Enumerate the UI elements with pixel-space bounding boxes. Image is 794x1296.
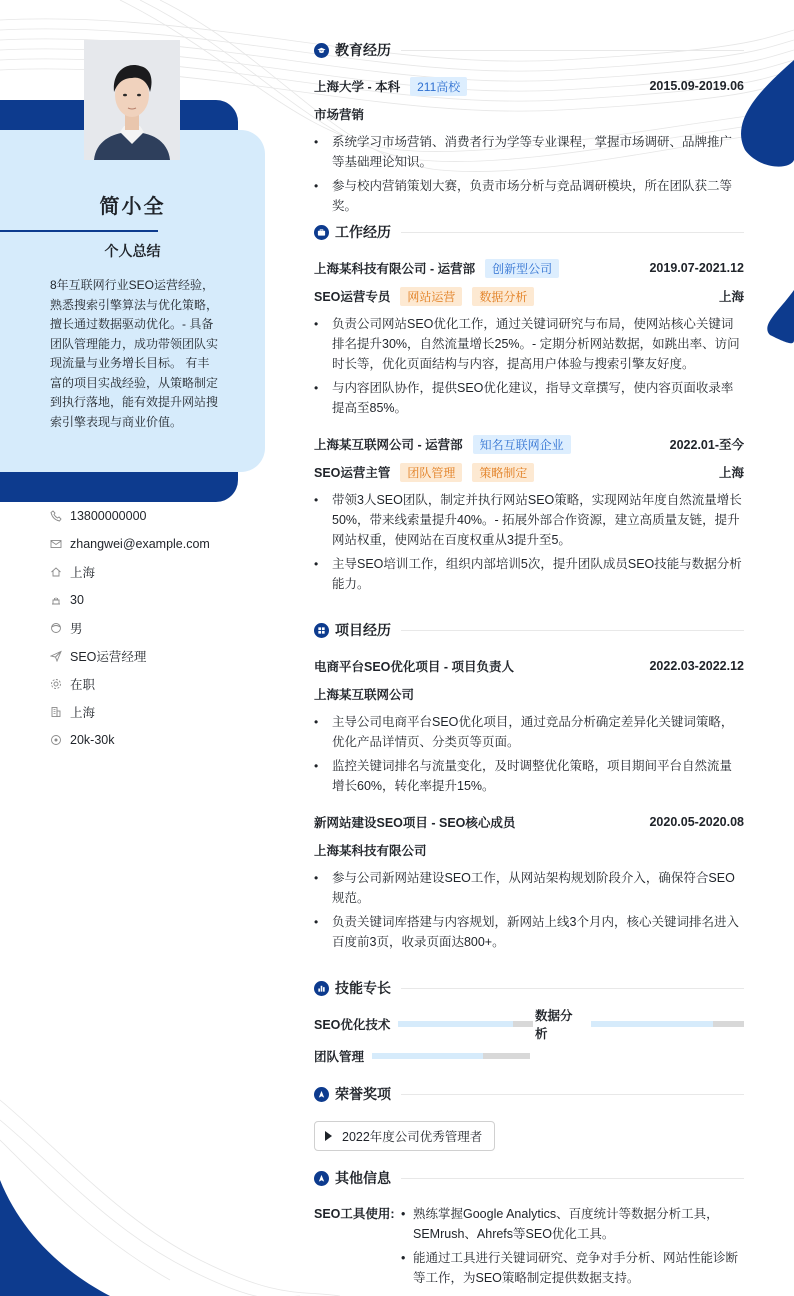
list-item: • 与内容团队协作，提供SEO优化建议，指导文章撰写，使内容页面收录率提高至85%。 [314,378,744,418]
job-2-tag-1: 团队管理 [400,463,462,482]
other-bullets [399,1204,744,1292]
summary-title: 个人总结 [104,243,161,259]
job-1-position-row [314,286,744,306]
info-phone-text: 13800000000 [70,509,147,523]
projects-title: 项目经历 [335,622,391,638]
work-section-header [314,222,744,242]
education-school: 上海大学 - 本科 [314,80,401,94]
info-phone [50,502,250,530]
list-item: • 熟练掌握Google Analytics、百度统计等数据分析工具，SEMrush、Ahrefs等SEO优化工具。 [399,1204,744,1244]
section-divider [401,630,744,631]
education-major: 市场营销 [314,108,365,122]
name-underline [0,230,158,232]
list-item: • 负责公司网站SEO优化工作，通过关键词研究与布局，使网站核心关键词排名提升30%，自然流量增长25%。- 定期分析网站数据，如跳出率、访问时长等，优化页面结构与内容，提高用户体验与搜索引擎友好度。 [314,314,744,374]
list-item: • 参与公司新网站建设SEO工作，从网站架构规划阶段介入，确保符合SEO规范。 [314,868,744,908]
other-title: 其他信息 [335,1170,391,1186]
briefcase-icon [314,225,329,240]
project-1-company: 上海某互联网公司 [314,688,415,702]
skill-2-bar [591,1021,744,1027]
candidate-name: 简小全 [99,196,166,218]
list-item: • 主导公司电商平台SEO优化项目，通过竞品分析确定差异化关键词策略，优化产品详情页、分类页等页面。 [314,712,744,752]
job-1-city: 上海 [718,290,744,304]
info-gender [50,614,250,642]
summary-text: 8年互联网行业SEO运营经验，熟悉搜索引擎算法与优化策略，擅长通过数据驱动优化。- 具备团队管理能力，成功带领团队实现流量与业务增长目标。 有丰富的项目实战经验，从策略制定到执行落地，能有效提升网站搜索引擎表现与商业价值。 [50,278,219,429]
list-item: • 负责关键词库搭建与内容规划，新网站上线3个月内，核心关键词排名进入百度前3页，收录页面达800+。 [314,912,744,952]
award-item [314,1121,495,1151]
award-icon [314,1087,329,1102]
education-title: 教育经历 [335,42,391,58]
home-icon [50,566,62,578]
grid-icon [314,623,329,638]
send-icon [50,650,62,662]
info-email [50,530,250,558]
project-2-name: 新网站建设SEO项目 - SEO核心成员 [314,816,516,830]
mail-icon [50,538,62,550]
info-location-text: 上海 [70,566,96,580]
list-item: • 能通过工具进行关键词研究、竞争对手分析、网站性能诊断等工作，为SEO策略制定提供数据支持。 [399,1248,744,1288]
job-1-header-row [314,258,744,278]
project-2-company: 上海某科技有限公司 [314,844,427,858]
job-1-position: SEO运营专员 [314,290,391,304]
skill-1-bar-fill [398,1021,513,1027]
project-2-header-row [314,812,744,832]
education-date: 2015.09-2019.06 [649,79,744,93]
play-icon [325,1131,332,1141]
awards-title: 荣誉奖项 [335,1086,391,1102]
age-icon [50,594,62,606]
contact-info [50,502,250,754]
avatar [84,40,180,160]
job-2-company: 上海某互联网公司 - 运营部 [314,438,463,452]
job-1-tag-1: 网站运营 [400,287,462,306]
list-item: • 参与校内营销策划大赛，负责市场分析与竞品调研模块，所在团队获二等奖。 [314,176,744,216]
building-icon [50,706,62,718]
project-2-date: 2020.05-2020.08 [649,815,744,829]
award-item-text: 2022年度公司优秀管理者 [342,1130,483,1144]
job-1-bullets [314,314,744,422]
job-2-date: 2022.01-至今 [669,438,744,452]
info-status [50,670,250,698]
section-divider [401,988,744,989]
job-2-position: SEO运营主管 [314,466,391,480]
job-1-company-tag: 创新型公司 [485,259,559,278]
info-salary [50,726,250,754]
skill-1 [314,1014,533,1034]
phone-icon [50,510,62,522]
job-2-position-row [314,462,744,482]
info-status-text: 在职 [70,678,96,692]
awards-section-header [314,1084,744,1104]
project-1-bullets [314,712,744,800]
skill-2-name: 数据分析 [535,1009,573,1041]
skill-1-bar [398,1021,533,1027]
work-title: 工作经历 [335,224,391,240]
graduation-cap-icon [314,43,329,58]
bar-chart-icon [314,981,329,996]
info-city-text: 上海 [70,706,96,720]
education-section-header [314,40,744,60]
job-1-company: 上海某科技有限公司 - 运营部 [314,262,476,276]
education-bullets [314,132,744,220]
section-divider [401,1178,744,1179]
info-email-text: zhangwei@example.com [70,537,210,551]
list-item: • 主导SEO培训工作，组织内部培训5次，提升团队成员SEO技能与数据分析能力。 [314,554,744,594]
other-label: SEO工具使用: [314,1207,395,1221]
info-city [50,698,250,726]
status-icon [50,678,62,690]
job-1-date: 2019.07-2021.12 [649,261,744,275]
gender-icon [50,622,62,634]
skill-2-bar-fill [591,1021,713,1027]
job-2-tag-2: 策略制定 [472,463,534,482]
list-item: • 带领3人SEO团队，制定并执行网站SEO策略，实现网站年度自然流量增长50%，带来线索量提升40%。- 拓展外部合作资源，建立高质量友链，提升网站权重，使网站在百度权重从3提升至5。 [314,490,744,550]
job-2-bullets [314,490,744,598]
info-age-text: 30 [70,593,84,607]
list-item: • 系统学习市场营销、消费者行为学等专业课程，掌握市场调研、品牌推广等基础理论知识。 [314,132,744,172]
info-age [50,586,250,614]
skill-3-bar [372,1053,530,1059]
salary-icon [50,734,62,746]
section-divider [401,1094,744,1095]
skill-3 [314,1046,530,1066]
skill-3-bar-fill [372,1053,483,1059]
job-2-company-tag: 知名互联网企业 [473,435,571,454]
project-1-header-row [314,656,744,676]
skill-2 [535,1009,744,1041]
info-gender-text: 男 [70,622,83,636]
skills-title: 技能专长 [335,980,391,996]
job-1-tag-2: 数据分析 [472,287,534,306]
section-divider [401,232,744,233]
section-divider [401,50,744,51]
info-salary-text: 20k-30k [70,733,115,747]
skills-section-header [314,978,744,998]
project-2-bullets [314,868,744,956]
info-position-text: SEO运营经理 [70,650,147,664]
skill-1-name: SEO优化技术 [314,1018,391,1032]
list-item: • 监控关键词排名与流量变化，及时调整优化策略，项目期间平台自然流量增长60%，转化率提升15%。 [314,756,744,796]
info-icon [314,1171,329,1186]
project-1-date: 2022.03-2022.12 [649,659,744,673]
education-tag: 211高校 [410,77,467,96]
job-2-header-row [314,434,744,454]
skill-3-name: 团队管理 [314,1050,365,1064]
other-section-header [314,1168,744,1188]
sidebar [0,0,265,1296]
info-location [50,558,250,586]
project-1-name: 电商平台SEO优化项目 - 项目负责人 [314,660,515,674]
education-header-row [314,76,744,96]
projects-section-header [314,620,744,640]
info-position [50,642,250,670]
job-2-city: 上海 [718,466,744,480]
